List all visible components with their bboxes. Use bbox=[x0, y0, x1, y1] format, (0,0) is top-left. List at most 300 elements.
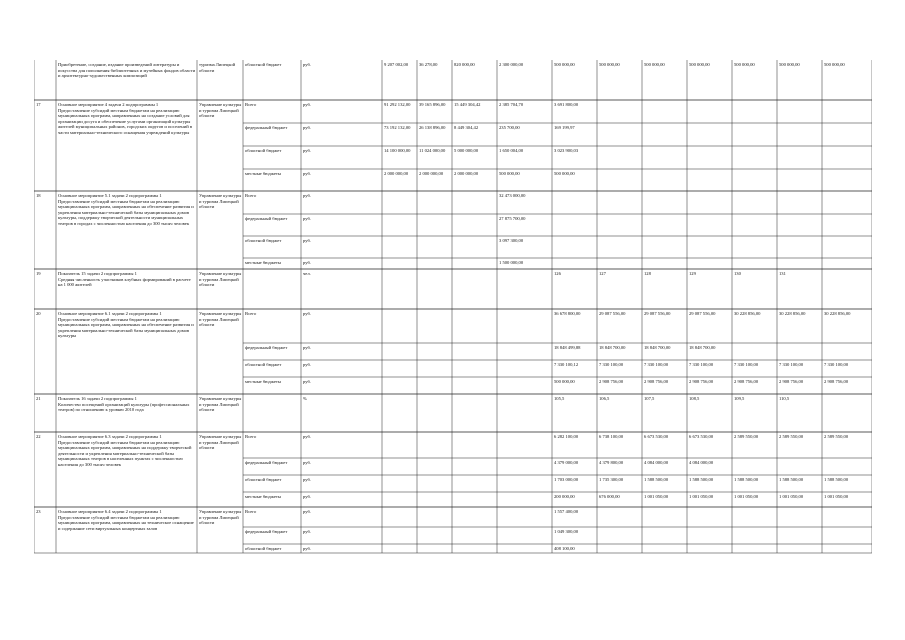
value-cell bbox=[779, 148, 821, 168]
value-cell bbox=[599, 529, 641, 543]
value-cell bbox=[644, 216, 686, 235]
executor: Управление культуры и туризма Липецкой области bbox=[199, 509, 242, 526]
value-cell bbox=[599, 171, 641, 190]
value-cell bbox=[824, 460, 871, 474]
unit: руб. bbox=[303, 311, 311, 316]
value-cell: 7 330 100,00 bbox=[734, 362, 759, 367]
value-cell bbox=[384, 379, 416, 393]
value-cell: 169 199,97 bbox=[554, 125, 575, 130]
value-cell bbox=[779, 216, 821, 235]
value-cell bbox=[384, 193, 416, 213]
unit: руб. bbox=[303, 460, 311, 465]
unit: руб. bbox=[303, 193, 311, 198]
value-cell bbox=[384, 271, 416, 308]
value-cell: 2 908 756,00 bbox=[734, 379, 759, 384]
value-cell bbox=[419, 477, 451, 491]
funding-source: Всего bbox=[245, 193, 257, 198]
value-cell bbox=[454, 546, 496, 552]
activity-name: Основное мероприятие 5.1 задачи 2 подпрограммы 1 Предоставление субсидий местным бюджетам на реализацию муниципальных программ, направленных на обеспечение развития и укрепления материально-технической базы муниципальных домов культуры, поддержку творческой деятельности муниципальных театров в городах с численностью населения до 300 тысяч человек bbox=[58, 193, 194, 226]
value-cell: 11 024 000,00 bbox=[419, 148, 446, 153]
value-cell bbox=[419, 379, 451, 393]
value-cell bbox=[779, 509, 821, 526]
value-cell: 3 023 900,03 bbox=[554, 148, 579, 153]
value-cell bbox=[419, 434, 451, 457]
funding-source: Всего bbox=[245, 509, 257, 514]
value-cell: 6 738 100,00 bbox=[599, 434, 624, 439]
value-cell: 32 473 000,00 bbox=[499, 193, 526, 198]
row-number: 20 bbox=[36, 311, 41, 316]
value-cell: 1 588 500,00 bbox=[734, 477, 759, 482]
value-cell: 1 001 050,00 bbox=[734, 494, 759, 499]
value-cell bbox=[499, 271, 551, 308]
unit: руб. bbox=[303, 125, 311, 130]
value-cell: 2 000 000,00 bbox=[419, 171, 444, 176]
funding-source: областной бюджет bbox=[245, 546, 282, 551]
value-cell bbox=[824, 396, 871, 431]
value-cell bbox=[689, 529, 731, 543]
value-cell bbox=[734, 509, 776, 526]
value-cell bbox=[419, 362, 451, 376]
executor: Управление культуры и туризма Липецкой области bbox=[199, 102, 242, 119]
value-cell bbox=[599, 238, 641, 257]
unit: руб. bbox=[303, 238, 311, 243]
value-cell bbox=[689, 125, 731, 145]
value-cell: 4 379 000,00 bbox=[554, 460, 579, 465]
value-cell: 29 087 556,00 bbox=[644, 311, 671, 316]
value-cell bbox=[419, 509, 451, 526]
value-cell: 2 908 756,00 bbox=[824, 379, 849, 384]
activity-name: Основное мероприятие 4 задачи 2 подпрограммы 1 Предоставление субсидий местным бюджетам на реализацию муниципальных программ, направленных на создание условий для организации досуга и обеспечение услугами организаций культуры жителей муниципальных районов, городских округов и поселений в части материально-технического оснащения учреждений культуры bbox=[58, 102, 193, 135]
value-cell bbox=[734, 345, 776, 359]
value-cell bbox=[384, 494, 416, 506]
value-cell bbox=[499, 546, 551, 552]
value-cell: 2 000 000,00 bbox=[454, 171, 479, 176]
value-cell bbox=[454, 216, 496, 235]
value-cell bbox=[384, 260, 416, 268]
value-cell bbox=[384, 529, 416, 543]
value-cell: 1 588 500,00 bbox=[779, 477, 804, 482]
value-cell bbox=[454, 494, 496, 506]
value-cell: 500 000,00 bbox=[734, 62, 755, 67]
value-cell: 7 330 100,00 bbox=[824, 362, 849, 367]
value-cell: 1 588 500,00 bbox=[824, 477, 849, 482]
value-cell bbox=[599, 546, 641, 552]
row-number: 17 bbox=[36, 102, 41, 107]
value-cell: 408 100,00 bbox=[554, 546, 575, 551]
value-cell: 3 691 800,00 bbox=[554, 102, 579, 107]
value-cell bbox=[384, 396, 416, 431]
value-cell: 7 330 100,00 bbox=[779, 362, 804, 367]
value-cell bbox=[454, 311, 496, 342]
activity-name: Приобретение, создание, издание произведений литературы и искусства для пополнения библиотечных и музейных фондов области и архитектурно-художественных композиций bbox=[58, 62, 196, 79]
value-cell: 2 908 756,00 bbox=[599, 379, 624, 384]
value-cell: 2 589 550,00 bbox=[779, 434, 804, 439]
unit: руб. bbox=[303, 171, 311, 176]
value-cell bbox=[824, 171, 871, 190]
activity-name: Показатель 15 задачи 2 подпрограммы 1 Средняя численность участников клубных формирований в расчете на 1 000 жителей bbox=[58, 271, 191, 288]
value-cell: 27 875 700,00 bbox=[499, 216, 526, 221]
value-cell bbox=[384, 345, 416, 359]
value-cell: 6 673 530,00 bbox=[644, 434, 669, 439]
value-cell: 29 087 556,00 bbox=[689, 311, 716, 316]
value-cell bbox=[499, 477, 551, 491]
value-cell bbox=[419, 546, 451, 552]
value-cell bbox=[734, 546, 776, 552]
value-cell bbox=[419, 238, 451, 257]
value-cell bbox=[599, 102, 641, 122]
unit: руб. bbox=[303, 148, 311, 153]
value-cell bbox=[644, 260, 686, 268]
funding-source: Всего bbox=[245, 102, 257, 107]
value-cell: 109,5 bbox=[734, 396, 745, 401]
value-cell bbox=[419, 494, 451, 506]
value-cell bbox=[419, 193, 451, 213]
row-number: 23 bbox=[36, 509, 41, 514]
value-cell bbox=[499, 494, 551, 506]
unit: руб. bbox=[303, 494, 311, 499]
value-cell: 200 000,00 bbox=[554, 494, 575, 499]
value-cell: 126 bbox=[554, 271, 561, 276]
value-cell: 26 138 896,00 bbox=[419, 125, 446, 130]
funding-source: местные бюджеты bbox=[245, 171, 281, 176]
value-cell: 1 500 000,00 bbox=[499, 260, 524, 265]
row-number: 21 bbox=[36, 396, 41, 401]
unit: руб. bbox=[303, 260, 311, 265]
funding-source: федеральный бюджет bbox=[245, 460, 288, 465]
value-cell bbox=[734, 238, 776, 257]
unit: руб. bbox=[303, 362, 311, 367]
value-cell bbox=[644, 238, 686, 257]
value-cell bbox=[734, 148, 776, 168]
value-cell bbox=[499, 379, 551, 393]
executor: Управление культуры и туризма Липецкой области bbox=[199, 434, 242, 451]
funding-source: Всего bbox=[245, 434, 257, 439]
funding-source: областной бюджет bbox=[245, 148, 282, 153]
value-cell bbox=[419, 345, 451, 359]
value-cell bbox=[499, 509, 551, 526]
value-cell bbox=[419, 271, 451, 308]
value-cell: 500 000,00 bbox=[599, 62, 620, 67]
unit: руб. bbox=[303, 216, 311, 221]
value-cell: 4 084 000,00 bbox=[689, 460, 714, 465]
value-cell bbox=[779, 546, 821, 552]
value-cell: 820 000,00 bbox=[454, 62, 475, 67]
value-cell bbox=[644, 125, 686, 145]
unit: % bbox=[303, 396, 307, 401]
value-cell bbox=[824, 238, 871, 257]
value-cell: 18 848 700,00 bbox=[689, 345, 716, 350]
funding-source: федеральный бюджет bbox=[245, 216, 288, 221]
activity-name: Основное мероприятие 6.1 задачи 2 подпрограммы 1 Предоставление субсидий местным бюджетам на реализацию муниципальных программ, направленных на обеспечение развития и укрепления материально-технической базы муниципальных домов культуры bbox=[58, 311, 194, 339]
funding-source: областной бюджет bbox=[245, 477, 282, 482]
value-cell bbox=[419, 216, 451, 235]
value-cell: 1 049 300,00 bbox=[554, 529, 579, 534]
unit: руб. bbox=[303, 379, 311, 384]
funding-source: областной бюджет bbox=[245, 238, 282, 243]
value-cell bbox=[419, 529, 451, 543]
value-cell bbox=[779, 171, 821, 190]
value-cell: 1 557 400,00 bbox=[554, 509, 579, 514]
value-cell bbox=[384, 477, 416, 491]
value-cell bbox=[779, 102, 821, 122]
value-cell: 500 000,00 bbox=[499, 171, 520, 176]
value-cell bbox=[824, 260, 871, 268]
value-cell bbox=[454, 271, 496, 308]
value-cell bbox=[689, 102, 731, 122]
funding-source: федеральный бюджет bbox=[245, 345, 288, 350]
value-cell: 110,5 bbox=[779, 396, 790, 401]
executor: Управление культуры и туризма Липецкой области bbox=[199, 193, 242, 210]
value-cell bbox=[824, 216, 871, 235]
value-cell bbox=[384, 434, 416, 457]
value-cell: 2 385 704,70 bbox=[499, 102, 524, 107]
value-cell: 18 848 700,00 bbox=[644, 345, 671, 350]
value-cell: 500 000,00 bbox=[554, 62, 575, 67]
value-cell: 9 207 002,00 bbox=[384, 62, 409, 67]
value-cell bbox=[454, 238, 496, 257]
value-cell: 30 228 856,00 bbox=[779, 311, 806, 316]
value-cell bbox=[384, 238, 416, 257]
value-cell bbox=[454, 379, 496, 393]
value-cell: 6 673 530,00 bbox=[689, 434, 714, 439]
value-cell: 129 bbox=[689, 271, 696, 276]
value-cell bbox=[454, 477, 496, 491]
executor: Управление культуры и туризма Липецкой области bbox=[199, 271, 242, 288]
value-cell bbox=[419, 396, 451, 431]
value-cell bbox=[779, 460, 821, 474]
funding-source: федеральный бюджет bbox=[245, 529, 288, 534]
value-cell bbox=[824, 271, 871, 308]
value-cell: 2 908 756,00 bbox=[779, 379, 804, 384]
value-cell bbox=[454, 509, 496, 526]
value-cell bbox=[499, 529, 551, 543]
value-cell: 500 000,00 bbox=[644, 62, 665, 67]
value-cell bbox=[499, 311, 551, 342]
value-cell bbox=[454, 434, 496, 457]
value-cell bbox=[689, 171, 731, 190]
value-cell: 15 449 304,42 bbox=[454, 102, 481, 107]
funding-source bbox=[245, 271, 300, 308]
value-cell bbox=[499, 396, 551, 431]
value-cell: 7 330 100,00 bbox=[599, 362, 624, 367]
unit: руб. bbox=[303, 434, 311, 439]
activity-name: Показатель 16 задачи 2 подпрограммы 1 Количество посещений организаций культуры (профессиональных театров) по отношению к уровню 2010 года bbox=[58, 396, 190, 413]
value-cell: 7 330 100,00 bbox=[689, 362, 714, 367]
value-cell: 4 379 800,00 bbox=[599, 460, 624, 465]
value-cell: 2 300 000,00 bbox=[499, 62, 524, 67]
value-cell bbox=[384, 460, 416, 474]
funding-source: областной бюджет bbox=[245, 362, 282, 367]
value-cell bbox=[499, 460, 551, 474]
value-cell: 1 588 500,00 bbox=[644, 477, 669, 482]
value-cell bbox=[554, 216, 596, 235]
value-cell: 7 330 100,12 bbox=[554, 362, 579, 367]
value-cell bbox=[599, 509, 641, 526]
value-cell bbox=[689, 260, 731, 268]
value-cell bbox=[734, 193, 776, 213]
value-cell: 131 bbox=[779, 271, 786, 276]
value-cell bbox=[824, 193, 871, 213]
value-cell bbox=[824, 509, 871, 526]
value-cell bbox=[644, 148, 686, 168]
executor: Управление культуры и туризма Липецкой области bbox=[199, 396, 242, 413]
unit: руб. bbox=[303, 546, 311, 551]
activity-name: Основное мероприятие 6.3 задачи 2 подпрограммы 1 Предоставление субсидий местным бюджетам на реализацию муниципальных программ, направленных на поддержку творческой деятельности и укрепления материально-технической базы муниципальных театров в населенных пунктах с численностью населения до 300 тысяч человек bbox=[58, 434, 192, 467]
value-cell: 105,5 bbox=[554, 396, 565, 401]
value-cell bbox=[599, 260, 641, 268]
value-cell bbox=[384, 509, 416, 526]
unit: руб. bbox=[303, 477, 311, 482]
value-cell bbox=[454, 529, 496, 543]
value-cell: 106,5 bbox=[599, 396, 610, 401]
executor: туризма Липецкой области bbox=[199, 62, 236, 73]
value-cell bbox=[644, 529, 686, 543]
value-cell bbox=[644, 102, 686, 122]
value-cell bbox=[499, 434, 551, 457]
value-cell bbox=[689, 509, 731, 526]
unit: руб. bbox=[303, 102, 311, 107]
value-cell: 500 000,00 bbox=[689, 62, 710, 67]
value-cell: 127 bbox=[599, 271, 606, 276]
value-cell bbox=[384, 216, 416, 235]
value-cell bbox=[554, 260, 596, 268]
value-cell: 3 097 300,00 bbox=[499, 238, 524, 243]
value-cell: 2 589 550,00 bbox=[734, 434, 759, 439]
value-cell bbox=[454, 396, 496, 431]
value-cell bbox=[384, 546, 416, 552]
value-cell: 30 228 856,00 bbox=[824, 311, 851, 316]
value-cell: 1 001 050,00 bbox=[644, 494, 669, 499]
value-cell: 2 589 550,00 bbox=[824, 434, 849, 439]
value-cell bbox=[689, 238, 731, 257]
value-cell bbox=[419, 460, 451, 474]
value-cell bbox=[734, 102, 776, 122]
unit: чел. bbox=[303, 271, 311, 276]
value-cell bbox=[689, 193, 731, 213]
value-cell bbox=[824, 102, 871, 122]
value-cell: 235 700,00 bbox=[499, 125, 520, 130]
value-cell: 36 678 800,00 bbox=[554, 311, 581, 316]
unit: руб. bbox=[303, 345, 311, 350]
value-cell bbox=[824, 546, 871, 552]
value-cell: 36 278,00 bbox=[419, 62, 438, 67]
value-cell: 8 449 304,42 bbox=[454, 125, 479, 130]
value-cell: 1 588 500,00 bbox=[689, 477, 714, 482]
value-cell: 2 000 000,00 bbox=[384, 171, 409, 176]
value-cell bbox=[734, 529, 776, 543]
value-cell bbox=[499, 345, 551, 359]
value-cell bbox=[384, 311, 416, 342]
value-cell: 4 084 000,00 bbox=[644, 460, 669, 465]
value-cell bbox=[779, 260, 821, 268]
value-cell: 91 292 132,00 bbox=[384, 102, 411, 107]
value-cell bbox=[824, 125, 871, 145]
value-cell: 14 100 000,00 bbox=[384, 148, 411, 153]
value-cell: 1 001 050,00 bbox=[779, 494, 804, 499]
value-cell: 18 848 700,00 bbox=[599, 345, 626, 350]
value-cell bbox=[824, 345, 871, 359]
executor: Управление культуры и туризма Липецкой области bbox=[199, 311, 242, 328]
value-cell bbox=[454, 193, 496, 213]
value-cell bbox=[779, 193, 821, 213]
value-cell: 39 165 896,00 bbox=[419, 102, 446, 107]
value-cell: 7 330 100,00 bbox=[644, 362, 669, 367]
funding-source: местные бюджеты bbox=[245, 494, 281, 499]
row-number: 18 bbox=[36, 193, 41, 198]
value-cell bbox=[454, 460, 496, 474]
value-cell bbox=[824, 529, 871, 543]
value-cell: 108,5 bbox=[689, 396, 700, 401]
value-cell: 30 228 856,00 bbox=[734, 311, 761, 316]
activity-name: Основное мероприятие 6.4 задачи 2 подпрограммы 1 Предоставление субсидий местным бюджетам на реализацию муниципальных программ, направленных на техническое оснащение и содержание сети виртуальных концертных залов bbox=[58, 509, 194, 531]
value-cell bbox=[644, 546, 686, 552]
value-cell: 1 001 050,00 bbox=[689, 494, 714, 499]
value-cell bbox=[824, 148, 871, 168]
value-cell bbox=[644, 509, 686, 526]
value-cell: 2 908 756,00 bbox=[644, 379, 669, 384]
value-cell bbox=[599, 125, 641, 145]
value-cell bbox=[599, 216, 641, 235]
unit: руб. bbox=[303, 509, 311, 514]
value-cell: 107,5 bbox=[644, 396, 655, 401]
value-cell bbox=[779, 529, 821, 543]
funding-source bbox=[245, 396, 300, 431]
value-cell: 1 735 300,00 bbox=[599, 477, 624, 482]
value-cell bbox=[734, 260, 776, 268]
value-cell: 1 703 000,00 bbox=[554, 477, 579, 482]
value-cell bbox=[734, 460, 776, 474]
funding-source: федеральный бюджет bbox=[245, 125, 288, 130]
value-cell: 2 908 756,00 bbox=[689, 379, 714, 384]
value-cell: 1 001 050,00 bbox=[824, 494, 849, 499]
value-cell bbox=[644, 171, 686, 190]
value-cell bbox=[419, 260, 451, 268]
funding-source: Всего bbox=[245, 311, 257, 316]
value-cell: 29 087 556,00 bbox=[599, 311, 626, 316]
value-cell bbox=[734, 171, 776, 190]
funding-source: местные бюджеты bbox=[245, 260, 281, 265]
value-cell: 500 000,00 bbox=[824, 62, 845, 67]
value-cell: 73 192 132,00 bbox=[384, 125, 411, 130]
value-cell: 500 000,00 bbox=[779, 62, 800, 67]
funding-source: местные бюджеты bbox=[245, 379, 281, 384]
value-cell bbox=[779, 238, 821, 257]
value-cell bbox=[554, 193, 596, 213]
row-number bbox=[36, 62, 55, 99]
value-cell bbox=[599, 193, 641, 213]
value-cell bbox=[779, 345, 821, 359]
value-cell bbox=[419, 311, 451, 342]
unit: руб. bbox=[303, 62, 311, 67]
value-cell bbox=[384, 362, 416, 376]
value-cell bbox=[644, 193, 686, 213]
value-cell bbox=[454, 345, 496, 359]
row-number: 22 bbox=[36, 434, 41, 439]
value-cell bbox=[689, 216, 731, 235]
value-cell bbox=[689, 546, 731, 552]
value-cell bbox=[499, 362, 551, 376]
unit: руб. bbox=[303, 529, 311, 534]
value-cell: 128 bbox=[644, 271, 651, 276]
value-cell bbox=[779, 125, 821, 145]
value-cell bbox=[689, 148, 731, 168]
value-cell: 6 282 100,00 bbox=[554, 434, 579, 439]
value-cell bbox=[454, 362, 496, 376]
value-cell: 676 000,00 bbox=[599, 494, 620, 499]
funding-source: областной бюджет bbox=[245, 62, 282, 67]
document-page bbox=[34, 60, 872, 554]
value-cell: 18 848 499,88 bbox=[554, 345, 581, 350]
